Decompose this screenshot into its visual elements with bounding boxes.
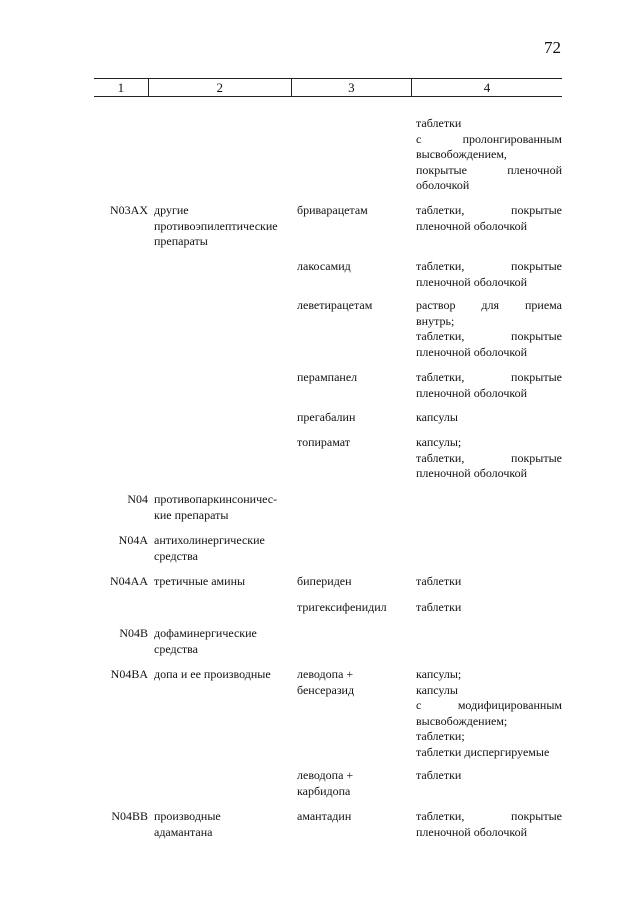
drug-name-line: леводопа + — [297, 667, 354, 681]
drug-name-line: тригексифенидил — [297, 600, 387, 614]
dosage-form — [416, 203, 562, 234]
dosage-form-line: таблетки — [416, 768, 462, 782]
dosage-form-line: таблетки диспергируемые — [416, 744, 550, 759]
dosage-form — [416, 768, 562, 784]
dosage-form — [416, 435, 562, 482]
group-name-line: допа и ее производные — [154, 667, 271, 681]
group-name — [154, 809, 289, 840]
dosage-form — [416, 298, 562, 360]
group-name — [154, 492, 289, 523]
dosage-form — [416, 370, 562, 401]
group-name-line: кие препараты — [154, 507, 229, 522]
dosage-form — [416, 116, 562, 194]
group-name-line: противопаркинсоничес- — [154, 492, 278, 506]
group-name-line: средства — [154, 548, 199, 563]
header-col-3: 3 — [292, 79, 412, 96]
group-name-line: производные — [154, 809, 221, 823]
drug-name — [297, 203, 409, 219]
dosage-form-line: оболочкой — [416, 178, 470, 192]
group-name — [154, 626, 289, 657]
atc-code: N03AX — [110, 203, 148, 217]
group-name-line: третичные амины — [154, 574, 246, 588]
header-col-2: 2 — [149, 79, 292, 96]
header-col-4: 4 — [483, 80, 491, 95]
group-name — [154, 203, 289, 250]
atc-code: N04BB — [111, 809, 148, 823]
dosage-form-line: с пролонгированным — [416, 131, 562, 146]
drug-name-line: бенсеразид — [297, 682, 355, 697]
dosage-form-line: таблетки, покрытые — [416, 809, 562, 823]
group-name-line: средства — [154, 641, 199, 656]
dosage-form-line: внутрь; — [416, 313, 455, 328]
dosage-form-line: пленочной оболочкой — [416, 824, 528, 839]
dosage-form-line: таблетки; — [416, 729, 465, 743]
dosage-form-line: таблетки, покрытые — [416, 329, 562, 343]
drug-name — [297, 600, 409, 616]
dosage-form — [416, 667, 562, 760]
dosage-form-line: капсулы — [416, 410, 458, 424]
dosage-form-line: таблетки, покрытые — [416, 450, 562, 465]
drug-name-line: перампанел — [297, 370, 358, 384]
drug-name-line: амантадин — [297, 809, 352, 823]
dosage-form-line: капсулы; — [416, 667, 462, 681]
header-col-1: 1 — [94, 79, 149, 96]
dosage-form-line: с модифицированным — [416, 698, 562, 712]
drug-name-line: карбидопа — [297, 783, 351, 798]
group-name — [154, 533, 289, 564]
atc-code: N04B — [119, 626, 148, 640]
dosage-form-line: таблетки, покрытые — [416, 203, 562, 217]
dosage-form-line: таблетки, покрытые — [416, 370, 562, 384]
dosage-form-line: таблетки — [416, 116, 462, 130]
atc-code: N04A — [118, 533, 148, 547]
group-name-line: антихолинергические — [154, 533, 265, 547]
drug-name-line: бриварацетам — [297, 203, 368, 217]
dosage-form-line: пленочной оболочкой — [416, 218, 528, 233]
drug-name — [297, 370, 409, 386]
group-name — [154, 667, 289, 683]
drug-name-line: лакосамид — [297, 259, 351, 273]
dosage-form-line: раствор для приема — [416, 298, 562, 312]
dosage-form-line: пленочной оболочкой — [416, 466, 528, 480]
dosage-form — [416, 809, 562, 840]
group-name-line: адамантана — [154, 824, 213, 839]
atc-code: N04BA — [110, 667, 148, 681]
dosage-form — [416, 600, 562, 616]
dosage-form-line: пленочной оболочкой — [416, 274, 528, 289]
dosage-form-line: капсулы; — [416, 435, 462, 449]
dosage-form-line: таблетки — [416, 574, 462, 588]
dosage-form-line: высвобождением, — [416, 147, 507, 161]
group-name-line: противоэпилептические — [154, 218, 278, 233]
drug-name — [297, 667, 409, 698]
dosage-form-line: пленочной оболочкой — [416, 385, 528, 400]
drug-name — [297, 298, 409, 314]
drug-name-line: прегабалин — [297, 410, 356, 424]
group-name-line: дофаминергические — [154, 626, 257, 640]
drug-name — [297, 259, 409, 275]
dosage-form — [416, 410, 562, 426]
dosage-form-line: покрытые пленочной — [416, 162, 562, 177]
group-name-line: другие — [154, 203, 189, 217]
atc-code: N04AA — [110, 574, 148, 588]
dosage-form — [416, 574, 562, 590]
drug-name — [297, 768, 409, 799]
drug-name-line: топирамат — [297, 435, 351, 449]
dosage-form-line: капсулы — [416, 682, 458, 697]
page-number: 72 — [544, 38, 561, 57]
drug-name-line: леводопа + — [297, 768, 354, 782]
atc-code: N04 — [127, 492, 148, 506]
drug-name-line: леветирацетам — [297, 298, 373, 312]
group-name-line: препараты — [154, 234, 208, 248]
dosage-form-line: высвобождением; — [416, 713, 508, 728]
dosage-form — [416, 259, 562, 290]
dosage-form-line: таблетки — [416, 600, 462, 614]
drug-name — [297, 809, 409, 825]
drug-name — [297, 435, 409, 451]
drug-name — [297, 574, 409, 590]
group-name — [154, 574, 289, 590]
drug-name-line: бипериден — [297, 574, 352, 588]
dosage-form-line: таблетки, покрытые — [416, 259, 562, 273]
drug-name — [297, 410, 409, 426]
dosage-form-line: пленочной оболочкой — [416, 344, 528, 359]
